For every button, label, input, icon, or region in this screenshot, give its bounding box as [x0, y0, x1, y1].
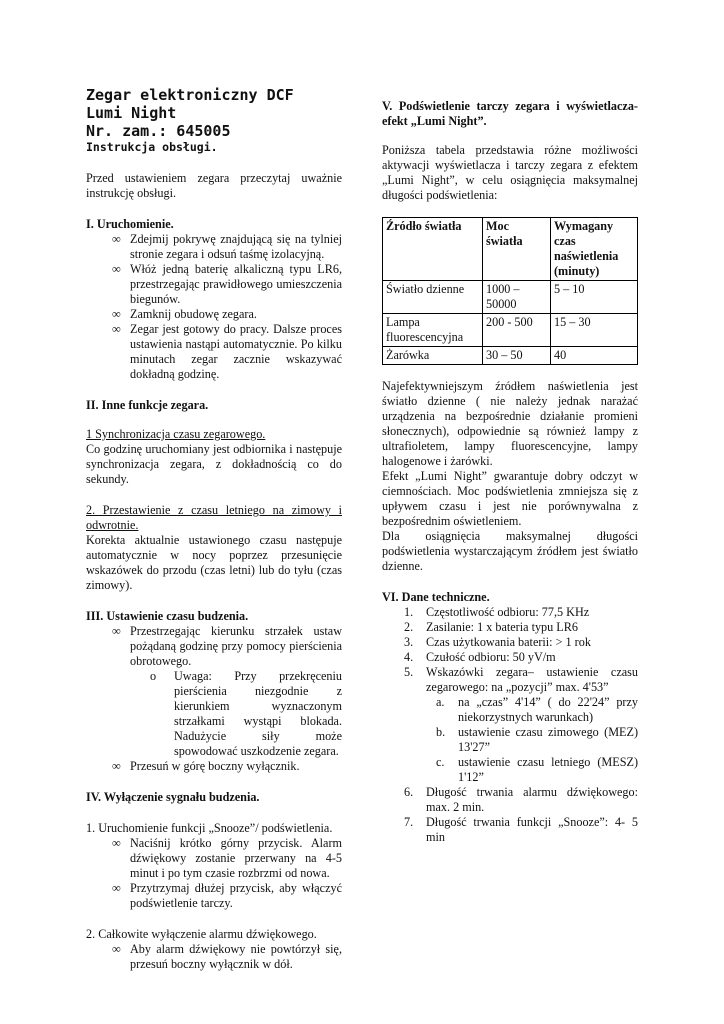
infinity-bullet-icon: ∞ [112, 836, 121, 850]
section-2-sub2-text: Korekta aktualnie ustawionego czasu następuje automatycznie w nocy poprzez przesunięcie wskazówek do przodu (czas letni) lub do tyłu (czas zimowy). [86, 533, 342, 592]
infinity-bullet-icon: ∞ [112, 232, 121, 246]
table-cell: Żarówka [383, 347, 483, 365]
list-number: 7. [404, 815, 414, 829]
list-number: 6. [404, 785, 414, 799]
section-5-p3: Dla osiągnięcia maksymalnej długości podświetlenia wystarczającym źródłem jest światło dzienne. [382, 529, 638, 573]
list-item: 5. Wskazówki zegara– ustawienie czasu zegarowego: na „pozycji” max. 4'53” [404, 665, 638, 694]
section-4-p1: 1. Uruchomienie funkcji „Snooze”/ podświetlenia. [86, 821, 333, 835]
section-1-heading: I. Uruchomienie. [86, 217, 174, 231]
table-cell: 5 – 10 [551, 281, 638, 314]
table-header-cell: Źródło światła [383, 218, 483, 281]
table-cell: Lampa fluorescencyjna [383, 314, 483, 347]
list-letter: b. [436, 725, 446, 739]
list-item: 7. Długość trwania funkcji „Snooze”: 4- 5 min [404, 815, 638, 844]
infinity-bullet-icon: ∞ [112, 759, 121, 773]
section-4-heading: IV. Wyłączenie sygnału budzenia. [86, 790, 260, 804]
section-4-p2: 2. Całkowite wyłączenie alarmu dźwiękowego. [86, 927, 317, 941]
list-number: 2. [404, 620, 414, 634]
list-item: ∞ Włóż jedną baterię alkaliczną typu LR6, przestrzegając prawidłowego umieszczenia biegunów. [112, 262, 342, 306]
list-subitem: a. na „czas” 4'14” ( do 22'24” przy niekorzystnych warunkach) [436, 695, 638, 724]
table-cell: 200 - 500 [483, 314, 551, 347]
infinity-bullet-icon: ∞ [112, 624, 121, 638]
list-item: ∞ Zegar jest gotowy do pracy. Dalsze proces ustawienia nastąpi automatycznie. Po kilku minutach zegar zacznie wskazywać dokładną godzinę. [112, 322, 342, 381]
infinity-bullet-icon: ∞ [112, 262, 121, 276]
list-letter: a. [436, 695, 445, 709]
list-number: 5. [404, 665, 414, 679]
left-column [86, 0, 342, 972]
section-2-sub1-title: 1 Synchronizacja czasu zegarowego. [86, 427, 266, 441]
list-item: 3. Czas użytkowania baterii: > 1 rok [404, 635, 591, 649]
list-item: 4. Czułość odbioru: 50 yV/m [404, 650, 556, 664]
section-2-sub2-title: 2. Przestawienie z czasu letniego na zimowy i odwrotnie. [86, 503, 342, 532]
list-item: ∞ Przesuń w górę boczny wyłącznik. [112, 759, 300, 773]
table-row [383, 314, 638, 347]
section-5-p1: Najefektywniejszym źródłem naświetlenia jest światło dzienne ( nie należy jednak narażać urządzenia na bezpośrednie działanie promieni słonecznych), odpowiednie są również lampy z ultrafioletem, lampy fluorescencyjne, lampy halogenowe i żarówki. [382, 379, 638, 468]
section-5-p2: Efekt „Lumi Night” gwarantuje dobry odczyt w ciemnościach. Moc podświetlenia zmniejsza się z upływem czasu i jest nie porównywalna z bezpośrednim oświetleniem. [382, 469, 638, 528]
section-2-heading: II. Inne funkcje zegara. [86, 398, 209, 412]
list-item: ∞ Zdejmij pokrywę znajdującą się na tylniej stronie zegara i odsuń taśmę izolacyjną. [112, 232, 342, 261]
list-item: ∞ Przytrzymaj dłużej przycisk, aby włączyć podświetlenie tarczy. [112, 881, 342, 910]
list-item: ∞ Przestrzegając kierunku strzałek ustaw pożądaną godzinę przy pomocy pierścienia obrotowego. [112, 624, 342, 668]
table-row [383, 347, 638, 365]
table-row [383, 281, 638, 314]
section-5-heading: V. Podświetlenie tarczy zegara i wyświetlacza- efekt „Lumi Night”. [382, 99, 638, 128]
list-item: ∞ Naciśnij krótko górny przycisk. Alarm dźwiękowy zostanie przerwany na 4-5 minut i po tym czasie rozbrzmi od nowa. [112, 836, 342, 880]
doc-title-line-3: Nr. zam.: 645005 [86, 122, 231, 140]
table-header-cell: Wymagany czas naświetlenia (minuty) [551, 218, 638, 281]
section-2-sub1-text: Co godzinę uruchomiany jest odbiornika i następuje synchronizacja zegara, z dokładnością co do sekundy. [86, 442, 342, 486]
list-item: ∞ Zamknij obudowę zegara. [112, 307, 257, 321]
list-item: 1. Częstotliwość odbioru: 77,5 KHz [404, 605, 590, 619]
section-3-heading: III. Ustawienie czasu budzenia. [86, 609, 249, 623]
list-item: 6. Długość trwania alarmu dźwiękowego: max. 2 min. [404, 785, 638, 814]
table-cell: Światło dzienne [383, 281, 483, 314]
section-5-intro: Poniższa tabela przedstawia różne możliwości aktywacji wyświetlacza i tarczy zegara z efektem „Lumi Night”, w celu osiągnięcia maksymalnej długości podświetlenia: [382, 143, 638, 202]
note-item: o Uwaga: Przy przekręceniu pierścienia niezgodnie z kierunkiem wyznaczonym strzałkami wystąpi blokada. Nadużycie siły może spowodować uszkodzenie zegara. [150, 669, 342, 758]
list-number: 1. [404, 605, 414, 619]
table-cell: 15 – 30 [551, 314, 638, 347]
doc-subtitle: Instrukcja obsługi. [86, 140, 218, 154]
doc-title-line-1: Zegar elektroniczny DCF [86, 86, 294, 104]
right-column [382, 0, 638, 845]
section-6-heading: VI. Dane techniczne. [382, 590, 490, 604]
list-subitem: c. ustawienie czasu letniego (MESZ) 1'12” [436, 755, 638, 784]
table-cell: 1000 – 50000 [483, 281, 551, 314]
list-number: 4. [404, 650, 414, 664]
light-source-table [382, 217, 638, 365]
infinity-bullet-icon: ∞ [112, 307, 121, 321]
table-cell: 40 [551, 347, 638, 365]
doc-title-line-2: Lumi Night [86, 104, 177, 122]
infinity-bullet-icon: ∞ [112, 322, 121, 336]
table-header-row [383, 218, 638, 281]
list-item: 2. Zasilanie: 1 x bateria typu LR6 [404, 620, 578, 634]
list-number: 3. [404, 635, 414, 649]
table-cell: 30 – 50 [483, 347, 551, 365]
list-subitem: b. ustawienie czasu zimowego (MEZ) 13'27” [436, 725, 638, 754]
list-item: ∞ Aby alarm dźwiękowy nie powtórzył się, przesuń boczny wyłącznik w dół. [112, 942, 342, 971]
table-header-cell: Moc światła [483, 218, 551, 281]
infinity-bullet-icon: ∞ [112, 881, 121, 895]
infinity-bullet-icon: ∞ [112, 942, 121, 956]
circle-bullet-icon: o [150, 669, 157, 683]
list-letter: c. [436, 755, 445, 769]
intro-paragraph: Przed ustawieniem zegara przeczytaj uważnie instrukcję obsługi. [86, 171, 342, 200]
